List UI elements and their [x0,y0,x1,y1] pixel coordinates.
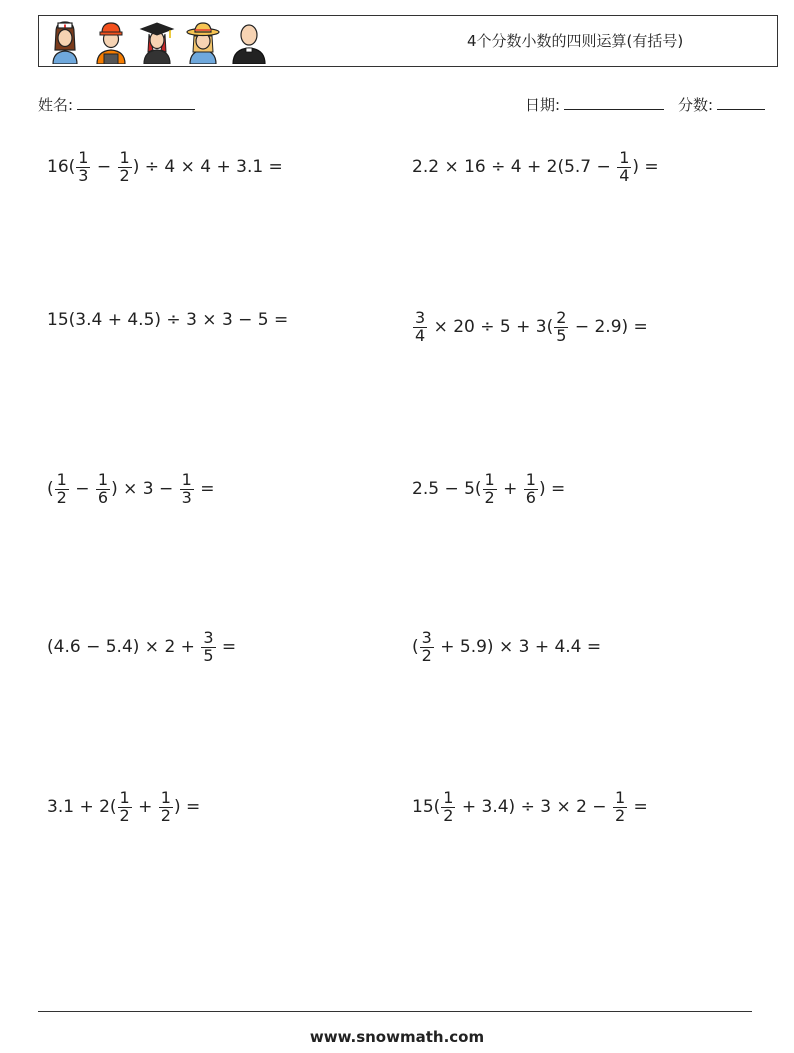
expression-text: ( [412,637,419,658]
score-blank[interactable] [717,97,765,110]
fraction-numerator: 1 [56,470,67,489]
fraction-numerator: 1 [160,788,171,807]
fraction [617,150,631,185]
fraction-numerator: 1 [619,148,630,167]
fraction-denominator: 2 [160,805,171,825]
nurse-icon [45,20,85,64]
fraction [180,472,194,507]
problem-3 [47,310,288,330]
fraction [524,472,538,507]
fraction-denominator: 4 [619,165,630,185]
problem-8 [412,630,601,665]
expression-text: 2.5 − 5( [412,479,482,500]
fraction-numerator: 3 [415,308,426,327]
expression-text: 2.2 × 16 ÷ 4 + 2(5.7 − [412,157,617,178]
expression-text: 3.1 + 2( [47,797,117,818]
fraction-numerator: 1 [119,788,130,807]
fraction-numerator: 2 [556,308,567,327]
fraction-denominator: 2 [443,805,454,825]
fraction [554,310,568,345]
name-field [38,94,195,115]
problem-9 [47,790,200,825]
fraction [118,790,132,825]
date-label: 日期: [525,96,561,114]
expression-text: = [216,637,237,658]
expression-text: = [194,479,215,500]
worksheet-header [38,15,778,67]
expression-text: 16( [47,157,76,178]
problem-6 [412,472,565,507]
fraction-denominator: 6 [525,487,536,507]
expression-text: + [132,797,158,818]
fraction [483,472,497,507]
fraction [613,790,627,825]
fraction-numerator: 1 [119,148,130,167]
fraction-numerator: 1 [181,470,192,489]
fraction-numerator: 1 [97,470,109,489]
expression-text: + 5.9) × 3 + 4.4 = [434,637,602,658]
fraction [159,790,173,825]
expression-text: − [69,479,95,500]
problem-7 [47,630,236,665]
expression-text: ) = [173,797,201,818]
date-field [525,94,664,115]
expression-text: ) × 3 − [111,479,179,500]
fraction-denominator: 2 [614,805,626,825]
expression-text: − [91,157,117,178]
farmer-icon [183,20,223,64]
fraction-numerator: 3 [421,628,432,647]
problem-10 [412,790,648,825]
expression-text: ) ÷ 4 × 4 + 3.1 = [132,157,283,178]
score-field [678,94,765,115]
fraction-denominator: 6 [97,487,109,507]
fraction [118,150,132,185]
problem-5 [47,472,214,507]
fraction-denominator: 3 [78,165,89,185]
construction-worker-icon [91,20,131,64]
fraction-numerator: 1 [484,470,495,489]
name-blank[interactable] [77,97,195,110]
fraction-denominator: 5 [203,645,214,665]
fraction-denominator: 2 [119,805,130,825]
expression-text: + 3.4) ÷ 3 × 2 − [456,797,612,818]
fraction-denominator: 2 [484,487,495,507]
fraction-denominator: 2 [56,487,67,507]
fraction [96,472,110,507]
fraction-denominator: 2 [119,165,130,185]
expression-text: ) = [632,157,659,178]
fraction-denominator: 2 [421,645,432,665]
fraction-denominator: 4 [415,325,426,345]
footer-url[interactable]: www.snowmath.com [309,1028,485,1046]
worksheet-title: 4个分数小数的四则运算(有括号) [467,32,684,50]
expression-text: − 2.9) = [569,317,648,338]
problem-2 [412,150,659,185]
fraction-denominator: 5 [556,325,567,345]
expression-text: × 20 ÷ 5 + 3( [428,317,554,338]
fraction [76,150,90,185]
fraction [413,310,427,345]
expression-text: 15(3.4 + 4.5) ÷ 3 × 3 − 5 = [47,310,289,330]
fraction-numerator: 1 [614,788,626,807]
fraction [201,630,215,665]
fraction-numerator: 1 [525,470,536,489]
score-label: 分数: [678,96,714,114]
fraction [441,790,455,825]
expression-text: = [628,797,648,818]
fraction [420,630,434,665]
fraction-numerator: 3 [203,628,214,647]
expression-text: ) = [538,479,566,500]
fraction [55,472,69,507]
fraction-numerator: 1 [78,148,89,167]
avatar-row [45,20,269,64]
fraction-denominator: 3 [181,487,192,507]
name-label: 姓名: [38,96,74,114]
problem-1 [47,150,283,185]
date-blank[interactable] [564,97,664,110]
expression-text: 15( [412,797,441,818]
footer-divider [38,1011,752,1012]
problem-4 [412,310,648,345]
expression-text: (4.6 − 5.4) × 2 + [47,637,201,658]
priest-icon [229,20,269,64]
fraction-numerator: 1 [443,788,454,807]
graduate-icon [137,20,177,64]
expression-text: ( [47,479,54,500]
expression-text: + [497,479,523,500]
